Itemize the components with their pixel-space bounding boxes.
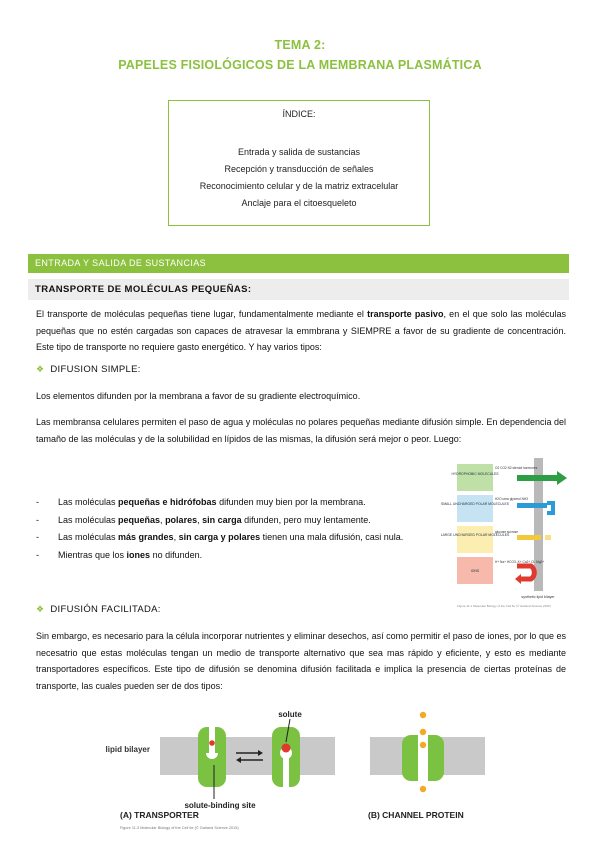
row-label: HYDROPHOBIC MOLECULES bbox=[451, 472, 499, 476]
simple-diffusion-paragraph-2: Las membransa celulares permiten el paso de agua y moléculas no polares pequeñas mediante difusión simple. En dependencia del tamaño de las moléculas y de la solubilidad en lípidos de las mismas, la difusión será mejor o peor. Luego: bbox=[36, 417, 566, 444]
bilayer-label: synthetic lipid bilayer bbox=[521, 595, 555, 599]
row-ions bbox=[457, 557, 544, 584]
permeability-figure bbox=[440, 455, 570, 615]
yellow-arrow-icon bbox=[517, 535, 541, 540]
passive-transport-term: transporte pasivo bbox=[367, 309, 444, 319]
blue-arrow-icon bbox=[517, 503, 547, 508]
page-title: PAPELES FISIOLÓGICOS DE LA MEMBRANA PLASMÁTICA bbox=[118, 58, 482, 72]
index-box bbox=[168, 100, 430, 226]
row-hydrophobic bbox=[451, 464, 567, 491]
row-examples: H+ Na+ HCO3- K+ Ca2+ Cl- Mg2+ bbox=[495, 560, 545, 564]
membrane-bilayer bbox=[160, 737, 335, 775]
index-list bbox=[169, 144, 429, 212]
figure-caption: Figure 11-3 Molecular Biology of the Cell 6e (© Garland Science 2015) bbox=[120, 826, 239, 830]
solute-label: solute bbox=[278, 710, 302, 719]
index-item: Recepción y transducción de señales bbox=[224, 164, 374, 174]
channel-caption: (B) CHANNEL PROTEIN bbox=[368, 810, 464, 820]
row-examples: H2O urea glycerol NH3 bbox=[495, 497, 528, 501]
channel-protein bbox=[402, 712, 444, 792]
topic-number: TEMA 2: bbox=[274, 38, 326, 52]
facilitated-diffusion-heading: ❖ DIFUSIÓN FACILITADA: bbox=[36, 604, 161, 615]
list-item: - Las moléculas más grandes, sin carga y polares tienen una mala difusión, casi nula. bbox=[36, 532, 404, 542]
figure-caption: Figure 11-1 Molecular Biology of the Cell 6e (© Garland Science 2015) bbox=[457, 604, 551, 608]
index-item: Entrada y salida de sustancias bbox=[237, 147, 361, 157]
diffusion-bullets bbox=[36, 494, 456, 564]
lipid-bilayer-label: lipid bilayer bbox=[105, 745, 150, 754]
list-item: - Las moléculas pequeñas, polares, sin carga difunden, pero muy lentamente. bbox=[36, 514, 371, 525]
row-examples: glucose sucrose bbox=[495, 530, 519, 534]
transporter-caption: (A) TRANSPORTER bbox=[120, 810, 199, 820]
simple-diffusion-heading: ❖ DIFUSION SIMPLE: bbox=[36, 364, 141, 375]
transport-proteins-figure bbox=[105, 705, 490, 837]
transporter-protein-open bbox=[198, 727, 226, 787]
diamond-bullet-icon: ❖ bbox=[36, 604, 45, 614]
intro-paragraph: El transporte de moléculas pequeñas tiene lugar, fundamentalmente mediante el transporte pasivo, en el que solo las moléculas pequeñas que no estén cargadas son capaces de atravesar la emmbrana y SIEMPRE a favor de su gradiente de concentración. Este tipo de transporte no requiere gasto energético. Y hay varios tipos: bbox=[36, 309, 566, 352]
row-label: SMALL UNCHARGED POLAR MOLECULES bbox=[440, 502, 510, 506]
index-item: Reconocimiento celular y de la matriz extracelular bbox=[199, 181, 399, 191]
index-heading: ÍNDICE: bbox=[282, 109, 316, 119]
subsection-heading: TRANSPORTE DE MOLÉCULAS PEQUEÑAS: bbox=[28, 279, 569, 300]
list-item: - Mientras que los iones no difunden. bbox=[36, 549, 203, 560]
row-label: IONS bbox=[470, 569, 480, 573]
facilitated-diffusion-paragraph: Sin embargo, es necesario para la célula incorporar nutrientes y eliminar desechos, así como permitir el paso de iones, por lo que es necesatrio que estas moléculas tengan un medio de transporte alternativo que sea mas rápido y eficiente, y esto es mediante transportadores específicos. Este tipo de difusión se denomina difusión facilitada e implica la presencia de ciertas proteínas de transporte, las cuales pueden ser de dos tipos: bbox=[36, 631, 566, 691]
diamond-bullet-icon: ❖ bbox=[36, 364, 45, 374]
index-item: Anclaje para el citoesqueleto bbox=[241, 198, 357, 208]
green-arrow-icon bbox=[517, 475, 557, 481]
row-examples: O2 CO2 N2 steroid hormones bbox=[495, 466, 538, 470]
row-label: LARGE UNCHARGED POLAR MOLECULES bbox=[440, 533, 510, 537]
transporter-protein-bound bbox=[272, 727, 300, 787]
simple-diffusion-paragraph-1: Los elementos difunden por la membrana a favor de su gradiente electroquímico. bbox=[36, 391, 361, 401]
list-item: - Las moléculas pequeñas e hidrófobas difunden muy bien por la membrana. bbox=[36, 497, 366, 507]
solute-binding-site-label: solute-binding site bbox=[184, 801, 256, 810]
section-heading: ENTRADA Y SALIDA DE SUSTANCIAS bbox=[28, 254, 569, 273]
